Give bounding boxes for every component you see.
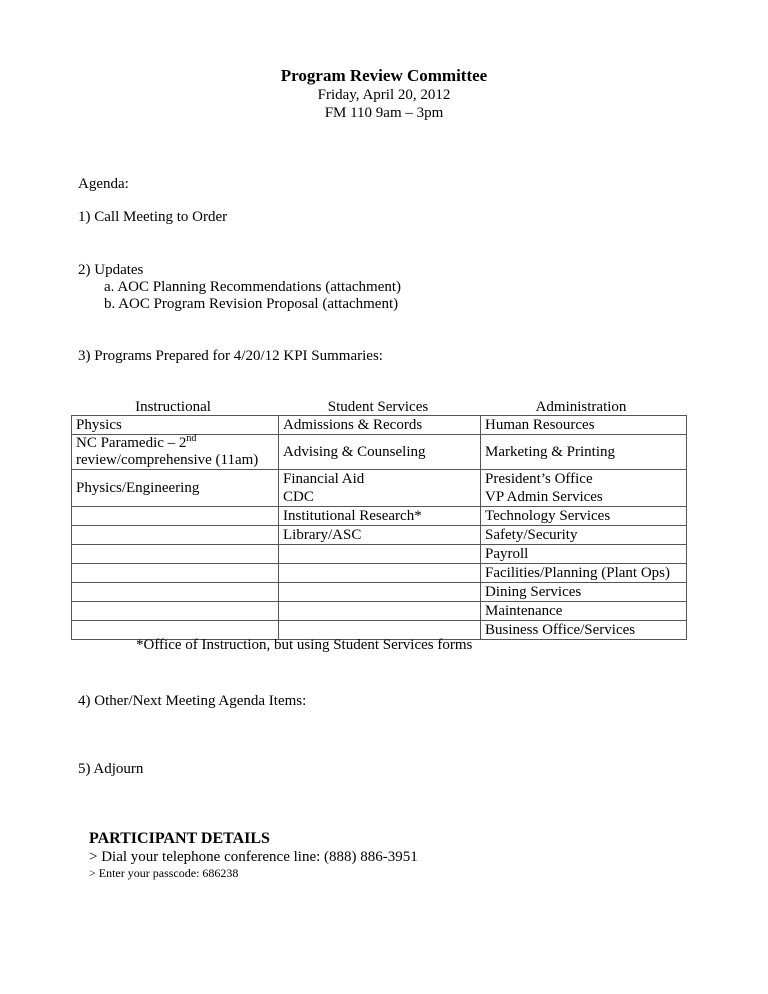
table-cell: Payroll	[481, 545, 687, 564]
table-row	[72, 583, 687, 602]
participant-heading: PARTICIPANT DETAILS	[89, 830, 270, 847]
table-cell	[279, 602, 481, 621]
table-cell: NC Paramedic – 2nd review/comprehensive (11am)	[72, 435, 279, 470]
table-cell	[72, 545, 279, 564]
agenda-item-3: 3) Programs Prepared for 4/20/12 KPI Summaries:	[78, 348, 383, 364]
table-cell: Safety/Security	[481, 526, 687, 545]
agenda-label: Agenda:	[78, 176, 129, 192]
table-row	[72, 545, 687, 564]
column-header-instructional: Instructional	[135, 399, 211, 415]
agenda-item-2a: a. AOC Planning Recommendations (attachment)	[104, 279, 402, 295]
table-cell: Financial Aid CDC	[279, 470, 481, 507]
participant-dial-line: > Dial your telephone conference line: (888) 886-3951	[89, 849, 418, 865]
table-cell: Physics/Engineering	[72, 470, 279, 507]
agenda-item-1: 1) Call Meeting to Order	[78, 209, 228, 225]
agenda-item-5: 5) Adjourn	[78, 761, 144, 777]
table-cell: Admissions & Records	[279, 416, 481, 435]
meeting-date: Friday, April 20, 2012	[317, 87, 451, 103]
table-row	[72, 526, 687, 545]
column-header-administration: Administration	[535, 399, 627, 415]
agenda-item-2b: b. AOC Program Revision Proposal (attachment)	[104, 296, 399, 312]
table-row	[72, 416, 687, 435]
table-cell	[72, 602, 279, 621]
table-cell: Marketing & Printing	[481, 435, 687, 470]
table-cell	[72, 507, 279, 526]
table-cell	[279, 545, 481, 564]
table-row	[72, 507, 687, 526]
agenda-item-2: 2) Updates	[78, 262, 144, 278]
column-header-student-services: Student Services	[327, 399, 429, 415]
table-cell: Business Office/Services	[481, 621, 687, 640]
table-cell: Institutional Research*	[279, 507, 481, 526]
meeting-location: FM 110 9am – 3pm	[324, 105, 444, 121]
table-cell	[72, 564, 279, 583]
table-cell	[72, 526, 279, 545]
table-cell	[279, 564, 481, 583]
table-cell: Maintenance	[481, 602, 687, 621]
table-cell	[72, 583, 279, 602]
table-cell	[279, 583, 481, 602]
table-footnote: *Office of Instruction, but using Student Services forms	[136, 637, 473, 653]
page-title: Program Review Committee	[280, 66, 488, 85]
table-cell: Facilities/Planning (Plant Ops)	[481, 564, 687, 583]
table-cell: Human Resources	[481, 416, 687, 435]
table-row	[72, 470, 687, 507]
kpi-programs-table	[71, 415, 687, 640]
table-cell: Advising & Counseling	[279, 435, 481, 470]
table-row	[72, 564, 687, 583]
agenda-item-4: 4) Other/Next Meeting Agenda Items:	[78, 693, 307, 709]
table-cell: Physics	[72, 416, 279, 435]
table-cell: Technology Services	[481, 507, 687, 526]
table-row	[72, 435, 687, 470]
table-cell: President’s Office VP Admin Services	[481, 470, 687, 507]
table-row	[72, 602, 687, 621]
table-cell: Library/ASC	[279, 526, 481, 545]
participant-passcode: > Enter your passcode: 686238	[89, 866, 239, 880]
table-cell: Dining Services	[481, 583, 687, 602]
